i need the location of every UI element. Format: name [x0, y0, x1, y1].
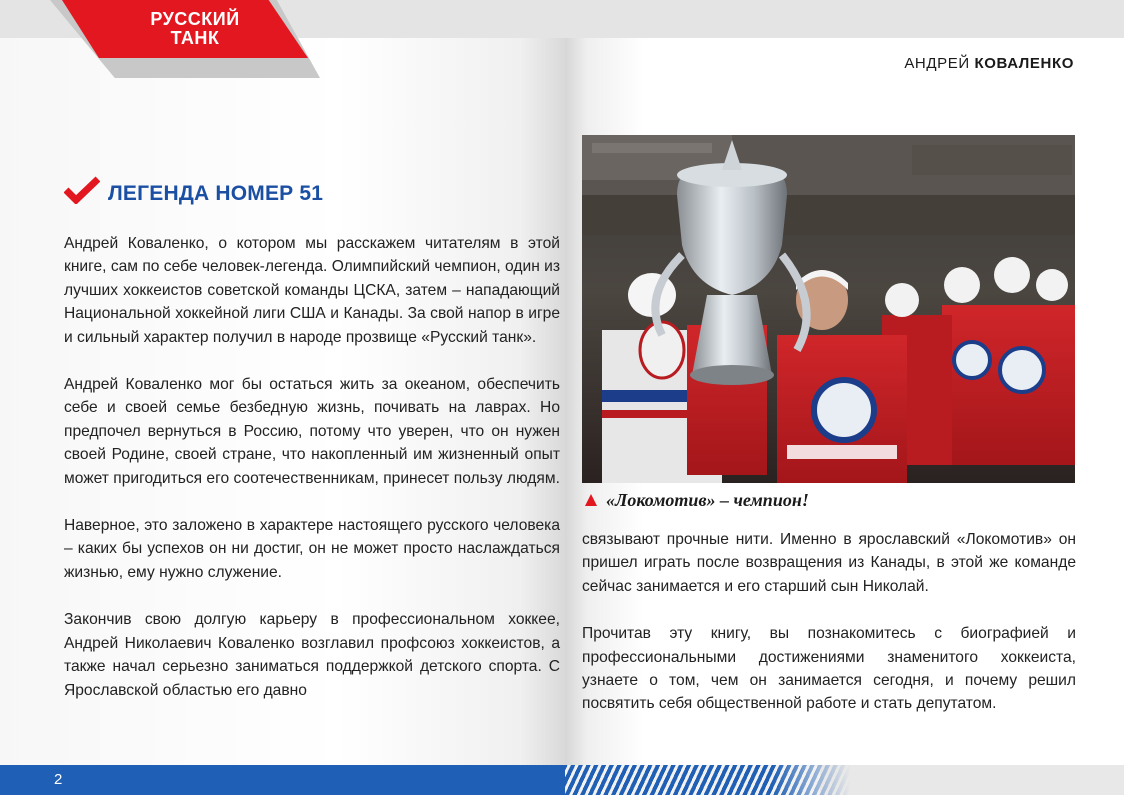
- logo-line-1: РУССКИЙ: [150, 9, 240, 29]
- left-column-text: [64, 232, 560, 726]
- paragraph: связывают прочные нити. Именно в ярославский «Локомотив» он пришел играть после возвращения из Канады, в этой же команде сейчас занимается и его старший сын Николай.: [582, 531, 1076, 595]
- team-trophy-photo: [582, 135, 1075, 483]
- section-heading: ЛЕГЕНДА НОМЕР 51: [108, 182, 324, 205]
- paragraph: Наверное, это заложено в характере настоящего русского человека – каких бы успехов он ни достиг, он не может просто наслаждаться жизнью, ему нужно служение.: [64, 517, 560, 581]
- footer-stripes: [540, 765, 850, 795]
- photo-caption: «Локомотив» – чемпион!: [606, 490, 809, 510]
- page-number: 2: [54, 771, 63, 788]
- paragraph: Андрей Коваленко мог бы остаться жить за океаном, обеспечить себе и своей семье безбедную жизнь, почивать на лаврах. Но предпочел вернуться в Россию, потому что уверен, что он нужен своей Родине, своей стране, что накопленный им жизненный опыт может пригодиться его соотечественникам, принесет пользу людям.: [64, 376, 560, 487]
- logo-text: [128, 10, 262, 48]
- paragraph: Прочитав эту книгу, вы познакомитесь с биографией и профессиональными достижениями знаменитого хоккеиста, узнаете о том, чем он занимается сегодня, и почему решил посвятить себя общественной работе и стать депутатом.: [582, 625, 1076, 713]
- right-column-text: [582, 528, 1076, 740]
- footer-bar-right: [820, 765, 1124, 795]
- paragraph: Закончив свою долгую карьеру в профессиональном хоккее, Андрей Николаевич Коваленко возглавил профсоюз хоккеистов, а также начал серьезно заниматься поддержкой детского спорта. С Ярославской областью его давно: [64, 611, 560, 699]
- photo-illustration: [582, 135, 1075, 483]
- footer-bar-left: [0, 765, 565, 795]
- checkmark-icon: [64, 176, 100, 204]
- triangle-up-icon: [584, 493, 598, 507]
- author-name: [904, 55, 1074, 72]
- author-last-name: КОВАЛЕНКО: [974, 55, 1074, 72]
- logo-line-2: ТАНК: [170, 28, 220, 48]
- author-first-name: АНДРЕЙ: [904, 55, 975, 72]
- paragraph: Андрей Коваленко, о котором мы расскажем читателям в этой книге, сам по себе человек-легенда. Олимпийский чемпион, один из лучших хоккеистов советской команды ЦСКА, затем – нападающий Национальной хоккейной лиги США и Канады. За свой напор в игре и сильный характер получил в народе прозвище «Русский танк».: [64, 235, 560, 346]
